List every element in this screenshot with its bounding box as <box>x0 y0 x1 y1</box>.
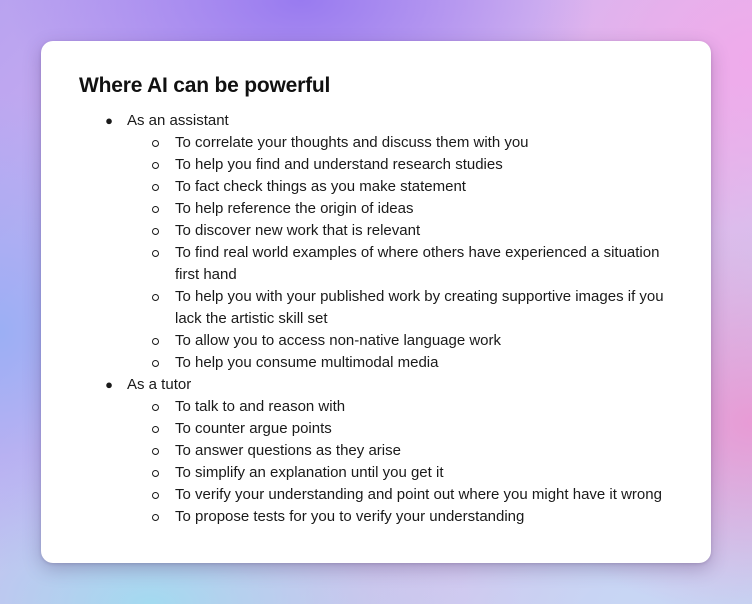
sub-item-text: To propose tests for you to verify your understanding <box>175 508 525 525</box>
sub-list-item <box>41 462 711 484</box>
sub-item-text: To find real world examples of where others have experienced a situation first hand <box>175 244 660 283</box>
bullet-dot-icon: ● <box>105 377 113 392</box>
bullet-list <box>41 110 711 528</box>
document-card <box>41 41 711 563</box>
sub-list-item <box>41 396 711 418</box>
list-section <box>41 374 711 528</box>
sub-item-text: To counter argue points <box>175 420 332 437</box>
sub-list-item <box>41 220 711 242</box>
hollow-circle-bullet-icon <box>152 404 159 411</box>
hollow-circle-bullet-icon <box>152 338 159 345</box>
hollow-circle-bullet-icon <box>152 470 159 477</box>
hollow-circle-bullet-icon <box>152 448 159 455</box>
hollow-circle-bullet-icon <box>152 426 159 433</box>
hollow-circle-bullet-icon <box>152 162 159 169</box>
hollow-circle-bullet-icon <box>152 228 159 235</box>
sub-list-item <box>41 418 711 440</box>
sub-item-text: To discover new work that is relevant <box>175 222 421 239</box>
sub-item-text: To allow you to access non-native language work <box>175 332 502 349</box>
sub-item-text: To verify your understanding and point out where you might have it wrong <box>175 486 662 503</box>
sub-list-item <box>41 506 711 528</box>
sub-list-item <box>41 440 711 462</box>
hollow-circle-bullet-icon <box>152 514 159 521</box>
sub-item-text: To simplify an explanation until you get it <box>175 464 444 481</box>
list-section <box>41 110 711 374</box>
hollow-circle-bullet-icon <box>152 184 159 191</box>
document-title: Where AI can be powerful <box>79 74 331 97</box>
sub-item-text: To talk to and reason with <box>175 398 346 415</box>
sub-list-item <box>41 352 711 374</box>
hollow-circle-bullet-icon <box>152 250 159 257</box>
sub-item-text: To correlate your thoughts and discuss them with you <box>175 134 529 151</box>
section-label: As a tutor <box>127 376 192 393</box>
sub-list-item <box>41 198 711 220</box>
section-label: As an assistant <box>127 112 229 129</box>
sub-list-item <box>41 132 711 154</box>
sub-item-text: To answer questions as they arise <box>175 442 401 459</box>
bullet-dot-icon: ● <box>105 113 113 128</box>
list-item <box>41 110 711 132</box>
sub-list-item <box>41 242 711 286</box>
sub-item-text: To help you find and understand research studies <box>175 156 503 173</box>
hollow-circle-bullet-icon <box>152 360 159 367</box>
hollow-circle-bullet-icon <box>152 206 159 213</box>
sub-list-item <box>41 154 711 176</box>
sub-item-text: To help reference the origin of ideas <box>175 200 414 217</box>
sub-item-text: To help you with your published work by creating supportive images if you lack the artistic skill set <box>175 288 664 327</box>
hollow-circle-bullet-icon <box>152 294 159 301</box>
hollow-circle-bullet-icon <box>152 492 159 499</box>
list-item <box>41 374 711 396</box>
sub-list-item <box>41 484 711 506</box>
sub-list-item <box>41 286 711 330</box>
sub-list-item <box>41 330 711 352</box>
sub-list-item <box>41 176 711 198</box>
sub-item-text: To fact check things as you make statement <box>175 178 466 195</box>
hollow-circle-bullet-icon <box>152 140 159 147</box>
sub-item-text: To help you consume multimodal media <box>175 354 439 371</box>
